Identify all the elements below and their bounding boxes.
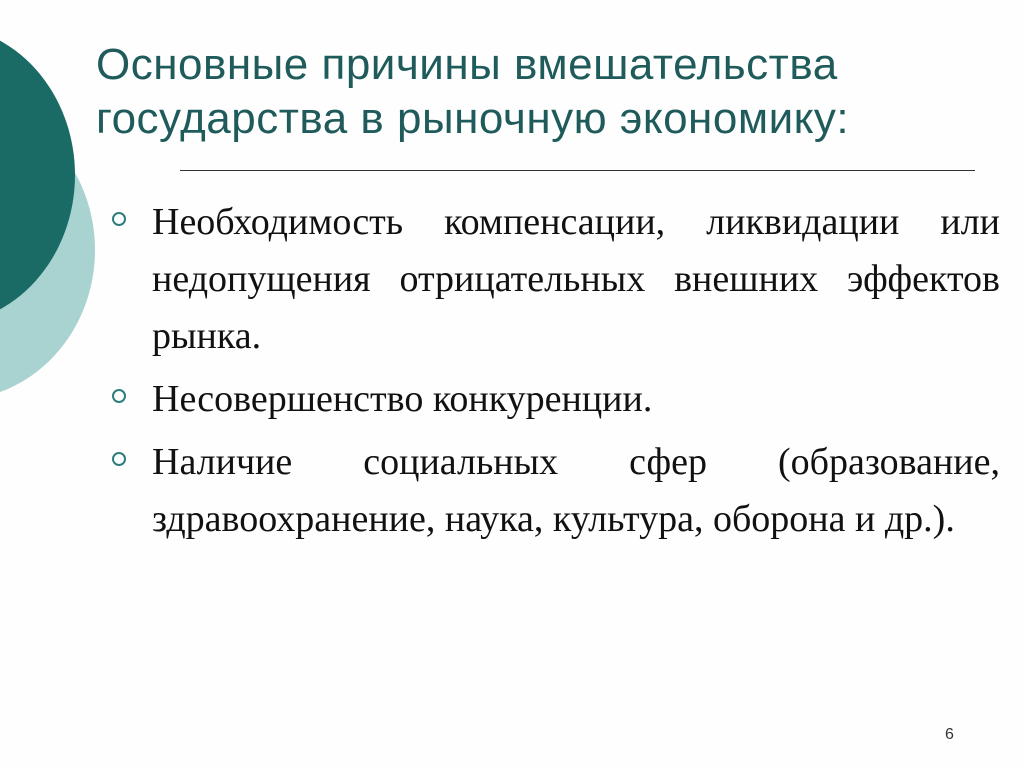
hollow-circle-bullet-icon — [112, 389, 126, 403]
bullet-list — [100, 194, 1000, 554]
hollow-circle-bullet-icon — [112, 452, 126, 466]
bullet-text: Наличие социальных сфер (образование, здравоохранение, наука, культура, оборона и др.). — [152, 441, 1000, 540]
hollow-circle-bullet-icon — [112, 212, 126, 226]
bullet-text: Несовершенство конкуренции. — [152, 378, 653, 420]
list-item — [100, 194, 1000, 365]
list-item — [100, 371, 1000, 428]
bullet-text: Необходимость компенсации, ликвидации или недопущения отрицательных внешних эффектов рынка. — [152, 201, 1000, 357]
page-number: 6 — [945, 726, 954, 743]
list-item — [100, 434, 1000, 548]
slide-title: Основные причины вмешательства государства в рыночную экономику: — [96, 40, 850, 143]
title-divider — [180, 170, 975, 171]
